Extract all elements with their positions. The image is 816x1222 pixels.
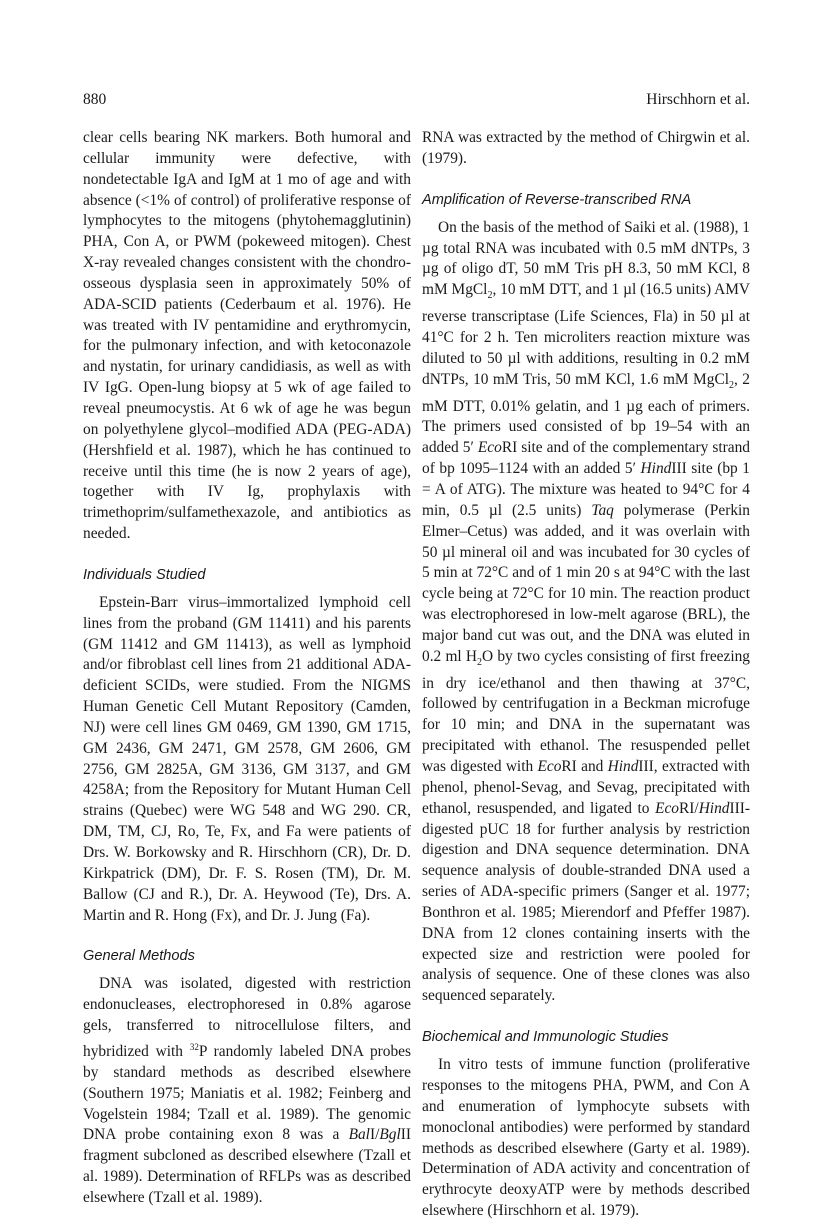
page-number: 880 xyxy=(83,91,107,108)
paragraph-continued-right: RNA was extracted by the method of Chirgwin et al. (1979). xyxy=(422,129,750,167)
left-column xyxy=(83,128,411,1209)
section-heading-biochemical: Biochemical and Immunologic Studies xyxy=(422,1029,669,1046)
section-heading-amplification: Amplification of Reverse-transcribed RNA xyxy=(422,191,692,208)
section-heading-individuals: Individuals Studied xyxy=(83,566,206,583)
running-head: Hirschhorn et al. xyxy=(646,91,750,108)
right-column xyxy=(422,128,750,1222)
paragraph-biochemical: In vitro tests of immune function (proliferative responses to the mitogens PHA, PWM, and Con A and enumeration of lymphocyte subsets with monoclonal antibodies) were performed by standard methods as described elsewhere (Garty et al. 1989). Determination of ADA activity and concentration of erythrocyte deoxyATP were by methods described elsewhere (Hirschhorn et al. 1979). xyxy=(422,1056,750,1220)
paragraph-continued: clear cells bearing NK markers. Both humoral and cellular immunity were defective, with nondetectable IgA and IgM at 1 mo of age and with absence (<1% of control) of proliferative response of lymphocytes to the mitogens (phytohemagglutinin) PHA, Con A, or PWM (pokeweed mitogen). Chest X-ray revealed changes consistent with the chondro-osseous dysplasia seen in approximately 50% of ADA-SCID patients (Cederbaum et al. 1976). He was treated with IV pentamidine and erythromycin, for the pulmonary infection, and with ketoconazole and nystatin, for urinary candidiasis, as well as with IV IgG. Open-lung biopsy at 5 wk of age failed to reveal pneumocystis. At 6 wk of age he was begun on polyethylene glycol–modified ADA (PEG-ADA) (Hershfield et al. 1987), which he has continued to receive until this time (he is now 2 years of age), together with IV Ig, prophylaxis with trimethoprim/sulfamethexazole, and antibiotics as needed. xyxy=(83,129,411,543)
paragraph-general-methods: DNA was isolated, digested with restriction endonucleases, electrophoresed in 0.8% agarose gels, transferred to nitrocellulose filters, and hybridized with $^{32}$P randomly labeled DNA probes by standard methods as described elsewhere (Southern 1975; Maniatis et al. 1982; Feinberg and Vogelstein 1984; Tzall et al. 1989). The genomic DNA probe containing exon 8 was a BalI/BglII fragment subcloned as described elsewhere (Tzall et al. 1989). Determination of RFLPs was as described elsewhere (Tzall et al. 1989). xyxy=(83,975,412,1206)
paragraph-individuals: Epstein-Barr virus–immortalized lymphoid cell lines from the proband (GM 11411) and his parents (GM 11412 and GM 11413), as well as lymphoid and/or fibroblast cell lines from 21 additional ADA-deficient SCIDs, were studied. From the NIGMS Human Genetic Cell Mutant Repository (Camden, NJ) were cell lines GM 0469, GM 1390, GM 1715, GM 2436, GM 2471, GM 2578, GM 2606, GM 2756, GM 2825A, GM 3136, GM 3137, and GM 4258A; from the Repository for Mutant Human Cell strains (Quebec) were WG 548 and WG 290. CR, DM, TM, CJ, Ro, Te, Fx, and Fa were patients of Drs. W. Borkowsky and R. Hirschhorn (CR), Dr. D. Kirkpatrick (DM), Dr. F. S. Rosen (TM), Dr. M. Ballow (CJ and R.), Dr. A. Heywood (Te), Drs. A. Martin and R. Hong (Fx), and Dr. J. Jung (Fa). xyxy=(83,593,411,924)
paragraph-amplification: On the basis of the method of Saiki et al. (1988), 1 µg total RNA was incubated with 0.5 mM dNTPs, 3 µg of oligo dT, 50 mM Tris pH 8.3, 50 mM KCl, 8 mM MgCl$_2$, 10 mM DTT, and 1 µl (16.5 units) AMV reverse transcriptase (Life Sciences, Fla) in 50 µl at 41°C for 2 h. Ten microliters reaction mixture was diluted to 50 µl with additions, resulting in 0.2 mM dNTPs, 10 mM Tris, 50 mM KCl, 1.6 mM MgCl$_2$, 2 mM DTT, 0.01% gelatin, and 1 µg each of primers. The primers used consisted of bp 19–54 with an added 5′ EcoRI site and of the complementary strand of bp 1095–1124 with an added 5′ HindIII site (bp 1 = A of ATG). The mixture was heated to 94°C for 4 min, 0.5 µl (2.5 units) Taq polymerase (Perkin Elmer–Cetus) was added, and it was overlain with 50 µl mineral oil and was incubated for 30 cycles of 5 min at 72°C and of 1 min 20 s at 94°C with the last cycle being at 72°C for 10 min. The reaction product was electrophoresed in low-melt agarose (BRL), the major band cut was out, and the DNA was eluted in 0.2 ml $H_2O$ by two cycles consisting of first freezing in dry ice/ethanol and then thawing at 37°C, followed by centrifugation in a Beckman microfuge for 10 min; and DNA in the supernatant was precipitated with ethanol. The resuspended pellet was digested with EcoRI and HindIII, extracted with phenol, phenol-Sevag, and Sevag, precipitated with ethanol, resuspended, and ligated to EcoRI/HindIII-digested pUC 18 for further analysis by restriction digestion and DNA sequence determination. DNA sequence analysis of double-stranded DNA used a series of ADA-specific primers (Sanger et al. 1977; Bonthron et al. 1985; Mierendorf and Pfeffer 1987). DNA from 12 clones containing inserts with the expected size and restriction were pooled for analysis of sequence. One of these clones was also sequenced separately. xyxy=(422,218,751,1005)
section-heading-general-methods: General Methods xyxy=(83,948,195,965)
page-header xyxy=(83,91,750,113)
